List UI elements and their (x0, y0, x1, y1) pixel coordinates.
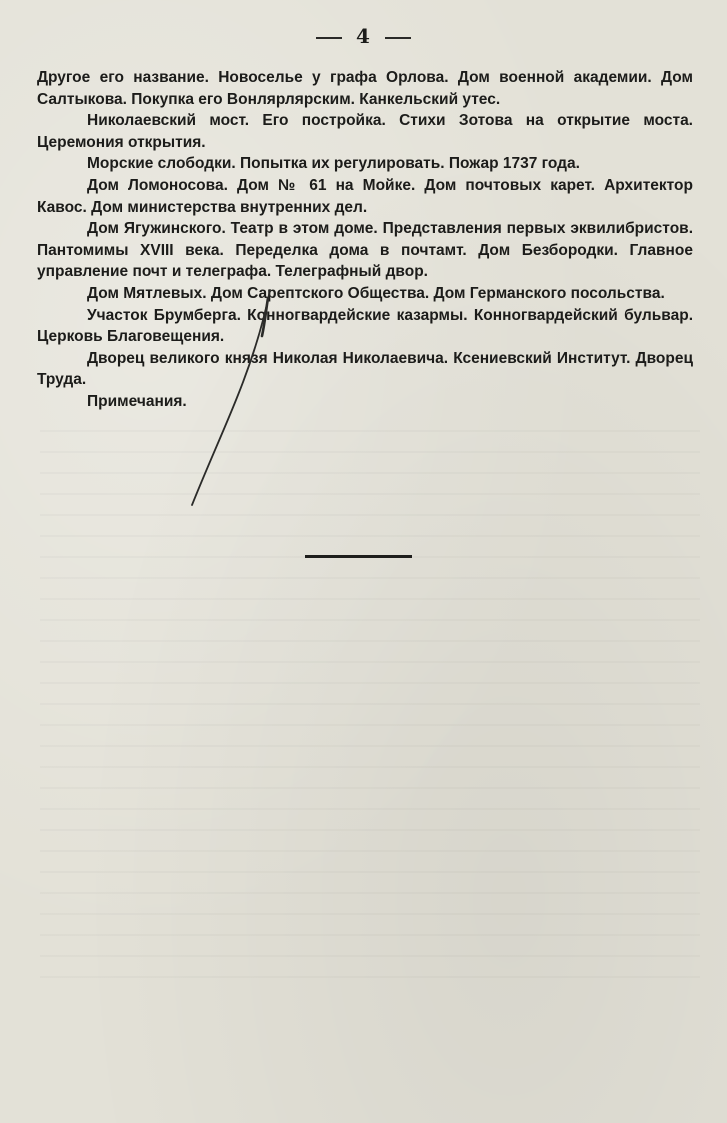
page-number-dash-left (316, 37, 342, 39)
page-number-header (0, 24, 727, 48)
contents-paragraph: Дворец великого князя Николая Николаевича. Ксениевский Институт. Дворец Труда. (37, 349, 693, 389)
contents-paragraph: Дом Мятлевых. Дом Сарептского Общества. Дом Германского посольства. (87, 284, 665, 302)
contents-paragraph: Участок Брумберга. Конногвардейские казармы. Конногвардейский бульвар. Церковь Благовещения. (37, 306, 693, 346)
contents-paragraph: Дом Ягужинского. Театр в этом доме. Представления первых эквилибристов. Пантомимы XVIII века. Переделка дома в почтамт. Дом Безбородки. Главное управление почт и телеграфа. Телеграфный двор. (37, 220, 693, 281)
contents-paragraph: Примечания. (87, 392, 187, 410)
section-separator-rule (305, 555, 412, 558)
contents-paragraph: Морские слободки. Попытка их регулировать. Пожар 1737 года. (87, 155, 580, 173)
contents-paragraph: Другое его название. Новоселье у графа Орлова. Дом военной академии. Дом Салтыкова. Покупка его Вонлярлярским. Канкельский утес. (37, 69, 693, 108)
show-through-texture (40, 430, 700, 990)
contents-paragraph: Николаевский мост. Его постройка. Стихи Зотова на открытие моста. Церемония открытия. (37, 112, 693, 151)
contents-paragraph: Дом Ломоносова. Дом № 61 на Мойке. Дом почтовых карет. Архитектор Кавос. Дом министерства внутренних дел. (37, 176, 693, 216)
table-of-contents (37, 67, 693, 413)
page-number: 4 (356, 24, 371, 48)
page-number-dash-right (385, 37, 411, 39)
